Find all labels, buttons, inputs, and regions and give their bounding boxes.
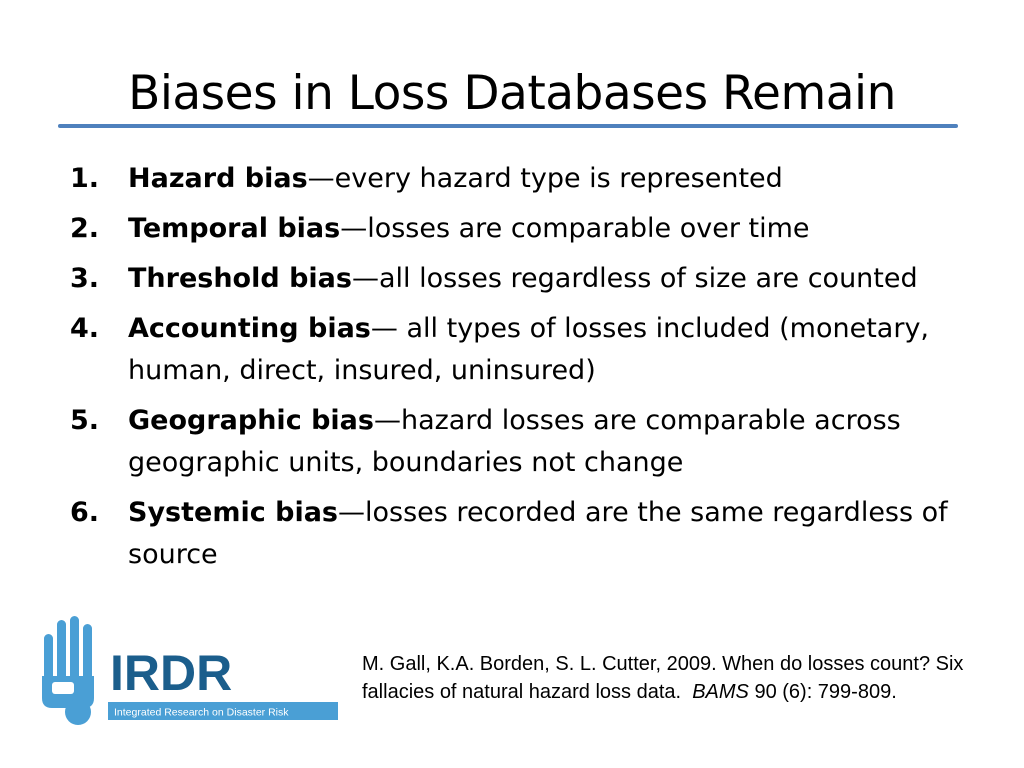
hand-icon — [42, 616, 94, 725]
citation-authors: M. Gall, K.A. Borden, S. L. Cutter, 2009. When do losses count? Six fallacies of natural hazard loss data. — [362, 653, 964, 703]
item-number: 1. — [70, 163, 100, 194]
item-text: hazard losses are comparable across geographic units, boundaries not change — [128, 405, 901, 478]
list-item — [70, 158, 950, 200]
list-item — [70, 400, 950, 484]
item-number: 5. — [70, 405, 100, 436]
irdr-logo — [38, 612, 338, 732]
item-separator: — — [338, 497, 366, 528]
item-number: 4. — [70, 313, 100, 344]
item-term: Hazard bias — [128, 163, 308, 194]
title-underline — [58, 124, 958, 128]
item-number: 6. — [70, 497, 100, 528]
list-item — [70, 208, 950, 250]
item-separator: — — [373, 405, 401, 436]
item-text: every hazard type is represented — [334, 163, 783, 194]
item-text: losses are comparable over time — [367, 213, 810, 244]
item-text: all types of losses included (monetary, human, direct, insured, uninsured) — [128, 313, 930, 386]
item-text: losses recorded are the same regardless of source — [128, 497, 948, 570]
list-item — [70, 492, 950, 576]
list-item — [70, 258, 950, 300]
citation-journal: BAMS — [692, 681, 749, 703]
item-separator: — — [351, 263, 379, 294]
item-term: Geographic bias — [128, 405, 374, 436]
slide-title: Biases in Loss Databases Remain — [128, 66, 896, 121]
logo-acronym: IRDR — [110, 645, 233, 701]
item-term: Systemic bias — [128, 497, 339, 528]
item-separator: — — [307, 163, 335, 194]
list-item — [70, 308, 950, 392]
item-number: 3. — [70, 263, 100, 294]
item-separator: — — [370, 313, 407, 344]
bias-list — [70, 158, 950, 584]
citation — [362, 650, 982, 706]
logo-tagline: Integrated Research on Disaster Risk — [114, 706, 289, 719]
item-term: Threshold bias — [128, 263, 352, 294]
citation-volume: 90 (6): 799-809. — [748, 681, 897, 703]
item-term: Accounting bias — [128, 313, 371, 344]
item-term: Temporal bias — [128, 213, 341, 244]
item-separator: — — [340, 213, 368, 244]
item-number: 2. — [70, 213, 100, 244]
item-text: all losses regardless of size are counted — [378, 263, 918, 294]
